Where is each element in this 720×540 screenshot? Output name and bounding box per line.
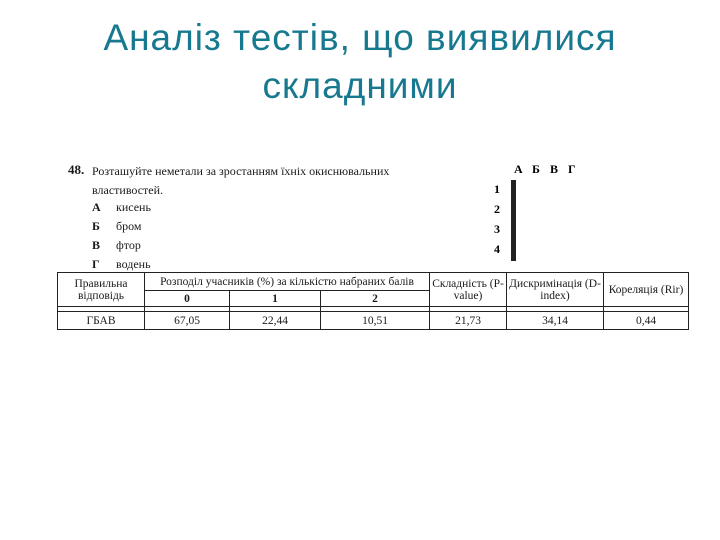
answer-grid-cells <box>511 180 516 261</box>
question-number: 48. <box>68 162 85 177</box>
option-letter: В <box>92 238 101 252</box>
grid-col-label: В <box>550 162 559 176</box>
grid-col-label: Г <box>568 162 576 176</box>
slide-title-line-1: Аналіз тестів, що виявилися <box>103 17 617 58</box>
slide-title-line-2: складними <box>262 65 458 106</box>
grid-cell <box>515 201 516 221</box>
cell-answer: ГБАВ <box>58 312 145 330</box>
grid-row-label: 4 <box>494 242 500 256</box>
option-value: бром <box>116 219 142 233</box>
grid-col-label: А <box>514 162 523 176</box>
results-table <box>57 272 689 330</box>
option-letter: А <box>92 200 101 214</box>
grid-cell <box>515 241 516 261</box>
question-text: Розташуйте неметали за зростанням їхніх окиснювальних властивостей. <box>92 164 390 197</box>
cell-dist-2: 10,51 <box>321 312 430 330</box>
cell-discrimination: 34,14 <box>507 312 604 330</box>
cell-difficulty: 21,73 <box>430 312 507 330</box>
grid-cell <box>515 181 516 201</box>
option-value: фтор <box>116 238 141 252</box>
option-value: кисень <box>116 200 151 214</box>
header-correlation: Кореляція (Rir) <box>604 273 689 307</box>
header-score-2: 2 <box>321 291 430 307</box>
option-value: водень <box>116 257 151 271</box>
header-score-0: 0 <box>145 291 230 307</box>
grid-row-label: 2 <box>494 202 500 216</box>
table-row <box>58 312 689 330</box>
header-distribution: Розподіл учасників (%) за кількістю набраних балів <box>145 273 430 291</box>
grid-row-label: 3 <box>494 222 500 236</box>
slide-title <box>0 14 720 110</box>
cell-correlation: 0,44 <box>604 312 689 330</box>
header-score-1: 1 <box>230 291 321 307</box>
header-correct-answer: Правильна відповідь <box>58 273 145 307</box>
cell-dist-1: 22,44 <box>230 312 321 330</box>
option-letter: Б <box>92 219 100 233</box>
grid-row-label: 1 <box>494 182 500 196</box>
header-difficulty: Складність (P-value) <box>430 273 507 307</box>
header-discrimination: Дискримінація (D-index) <box>507 273 604 307</box>
option-letter: Г <box>92 257 100 271</box>
grid-col-label: Б <box>532 162 540 176</box>
cell-dist-0: 67,05 <box>145 312 230 330</box>
grid-cell <box>515 221 516 241</box>
